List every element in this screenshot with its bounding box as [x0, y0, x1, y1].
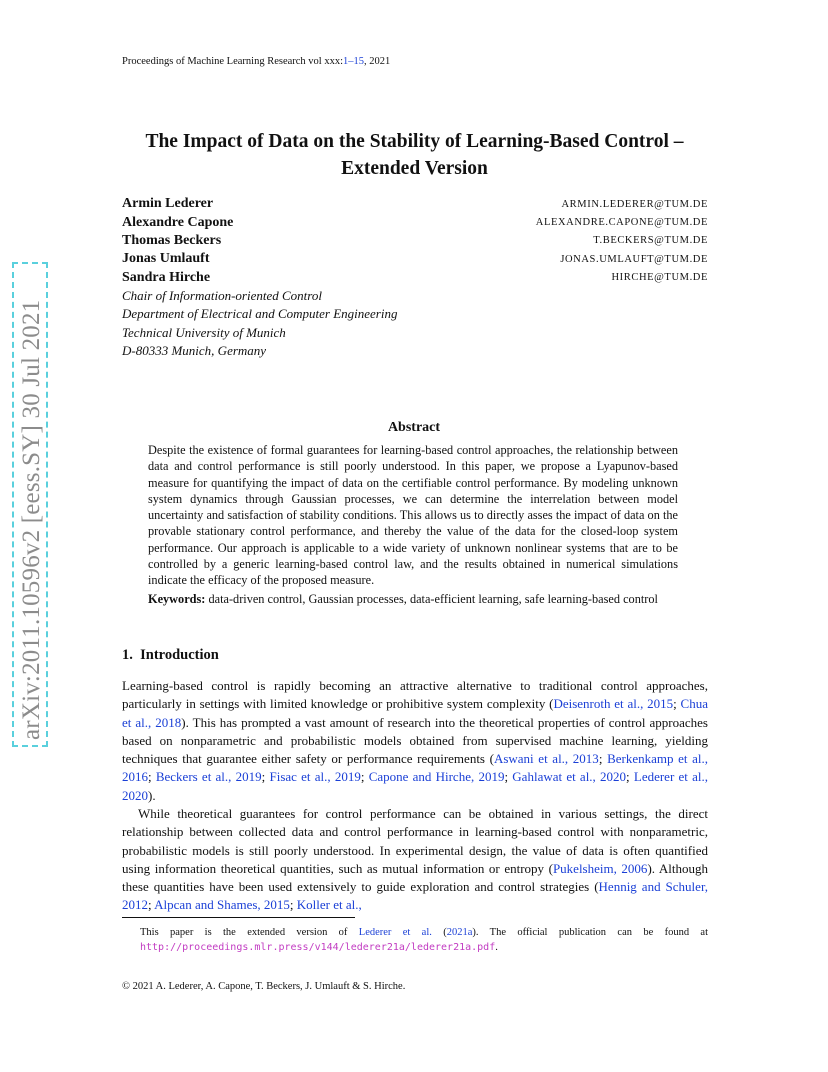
author-row	[122, 232, 708, 250]
text-run: ;	[504, 769, 513, 785]
citation-link[interactable]: Gahlawat et al., 2020	[512, 769, 627, 785]
author-row	[122, 195, 708, 213]
publication-url-link[interactable]: http://proceedings.mlr.press/v144/lederer21a/lederer21a.pdf	[140, 942, 496, 953]
keywords	[148, 591, 678, 607]
text-run: (	[431, 927, 447, 938]
copyright-notice: © 2021 A. Lederer, A. Capone, T. Beckers, J. Umlauft & S. Hirche.	[122, 981, 406, 992]
citation-link[interactable]: Pukelsheim, 2006	[552, 860, 648, 876]
text-run: ). This has prompted a vast amount of research into the theoretical properties of control approaches based on nonparametric and probabilistic models obtained from supervised machine learning, yielding techniques that guarantee either safety or performance requirements (	[122, 714, 708, 767]
citation-link[interactable]: Hennig and Schuler, 2012	[122, 879, 709, 913]
intro-paragraph-2	[122, 805, 708, 915]
footnote	[140, 925, 708, 955]
abstract-heading: Abstract	[387, 420, 441, 435]
citation-link[interactable]: Beckers et al., 2019	[155, 769, 262, 785]
author-email: JONAS.UMLAUFT@TUM.DE	[560, 253, 708, 265]
author-name: Thomas Beckers	[122, 232, 222, 248]
affiliation	[122, 287, 397, 361]
footnote-rule	[122, 917, 355, 918]
text-run: This paper is the extended version of	[140, 927, 359, 938]
text-run: ).	[148, 787, 156, 803]
citation-link[interactable]: Koller et al.,	[296, 897, 362, 913]
text-run: Learning-based control is rapidly becoming an attractive alternative to traditional control approaches, particularly in settings with limited knowledge or prohibitive system complexity (	[122, 678, 708, 712]
author-name: Armin Lederer	[122, 196, 214, 212]
header-pages-link[interactable]: 1–15	[343, 56, 365, 67]
citation-link[interactable]: Alpcan and Shames, 2015	[154, 897, 290, 913]
citation-link[interactable]: Fisac et al., 2019	[269, 769, 361, 785]
citation-link[interactable]: Aswani et al., 2013	[493, 751, 599, 767]
author-row	[122, 269, 708, 287]
author-email: T.BECKERS@TUM.DE	[593, 235, 708, 247]
keywords-label: Keywords:	[148, 592, 206, 606]
citation-link[interactable]: Capone and Hirche, 2019	[368, 769, 505, 785]
affiliation-line: Department of Electrical and Computer Engineering	[122, 306, 398, 322]
running-header	[122, 56, 390, 67]
text-run: ;	[261, 769, 270, 785]
text-run: .	[495, 942, 498, 953]
author-email: ALEXANDRE.CAPONE@TUM.DE	[535, 217, 708, 229]
affiliation-line: Technical University of Munich	[122, 324, 286, 340]
author-email: HIRCHE@TUM.DE	[611, 272, 708, 284]
author-name: Alexandre Capone	[122, 214, 234, 230]
section-title: Introduction	[140, 647, 219, 663]
header-prefix: Proceedings of Machine Learning Research vol xxx:	[122, 56, 344, 67]
citation-link[interactable]: 2021a	[446, 927, 473, 938]
title-line-2: Extended Version	[341, 158, 488, 179]
text-run: ). The official publication can be found at	[472, 927, 708, 938]
text-run: ;	[598, 751, 608, 767]
author-name: Sandra Hirche	[122, 269, 211, 285]
text-run: While theoretical guarantees for control performance can be obtained in various settings, the direct relationship between collected data and control performance in learning-based control with nonparametric, probabilistic models is still poorly understood. In experimental design, the value of data is often quantified using information theoretical quantities, such as mutual information or entropy (	[122, 806, 708, 876]
text-run: ;	[360, 769, 369, 785]
text-run: ;	[148, 897, 155, 913]
citation-link[interactable]: Lederer et al.	[358, 927, 432, 938]
citation-link[interactable]: Lederer et al., 2020	[122, 769, 708, 803]
title-line-1: The Impact of Data on the Stability of Learning-Based Control –	[145, 131, 684, 152]
affiliation-line: D-80333 Munich, Germany	[122, 343, 267, 359]
citation-link[interactable]: Deisenroth et al., 2015	[553, 696, 674, 712]
section-heading	[122, 647, 219, 664]
keywords-text: data-driven control, Gaussian processes, data-efficient learning, safe learning-based control	[208, 592, 658, 606]
text-run: ;	[289, 897, 297, 913]
arxiv-stamp[interactable]: arXiv:2011.10596v2 [eess.SY] 30 Jul 2021	[18, 299, 45, 740]
paper-title	[122, 128, 707, 182]
author-row	[122, 250, 708, 268]
author-row	[122, 213, 708, 231]
abstract-text: Despite the existence of formal guarantees for learning-based control approaches, the relationship between data and control performance is still poorly understood. In this paper, we propose a Lyapunov-based measure for quantifying the impact of data on the certifiable control performance. By modeling unknown system dynamics through Gaussian processes, we can determine the interrelation between model uncertainty and satisfaction of stability conditions. This allows us to directly asses the impact of data on the provable stationary control performance, and thereby the value of the data for the closed-loop system performance. Our approach is applicable to a wide variety of unknown nonlinear systems that are to be controlled by a generic learning-based control law, and the results obtained in numerical simulations indicate the efficacy of the proposed measure.	[148, 443, 678, 588]
affiliation-line: Chair of Information-oriented Control	[122, 288, 322, 303]
citation-link[interactable]: Berkenkamp et al., 2016	[122, 751, 708, 785]
intro-paragraph-1	[122, 677, 708, 805]
text-run: ;	[626, 769, 634, 785]
citation-link[interactable]: Chua et al., 2018	[122, 696, 708, 730]
section-number: 1.	[122, 647, 133, 663]
text-run: ). Although these quantities have been used extensively to guide exploration and control strategies (	[122, 860, 708, 895]
author-name: Jonas Umlauft	[122, 251, 210, 267]
text-run: ;	[148, 769, 156, 785]
author-email: ARMIN.LEDERER@TUM.DE	[561, 198, 708, 210]
header-suffix: , 2021	[364, 56, 391, 67]
author-list	[122, 195, 708, 287]
text-run: ;	[673, 696, 681, 712]
